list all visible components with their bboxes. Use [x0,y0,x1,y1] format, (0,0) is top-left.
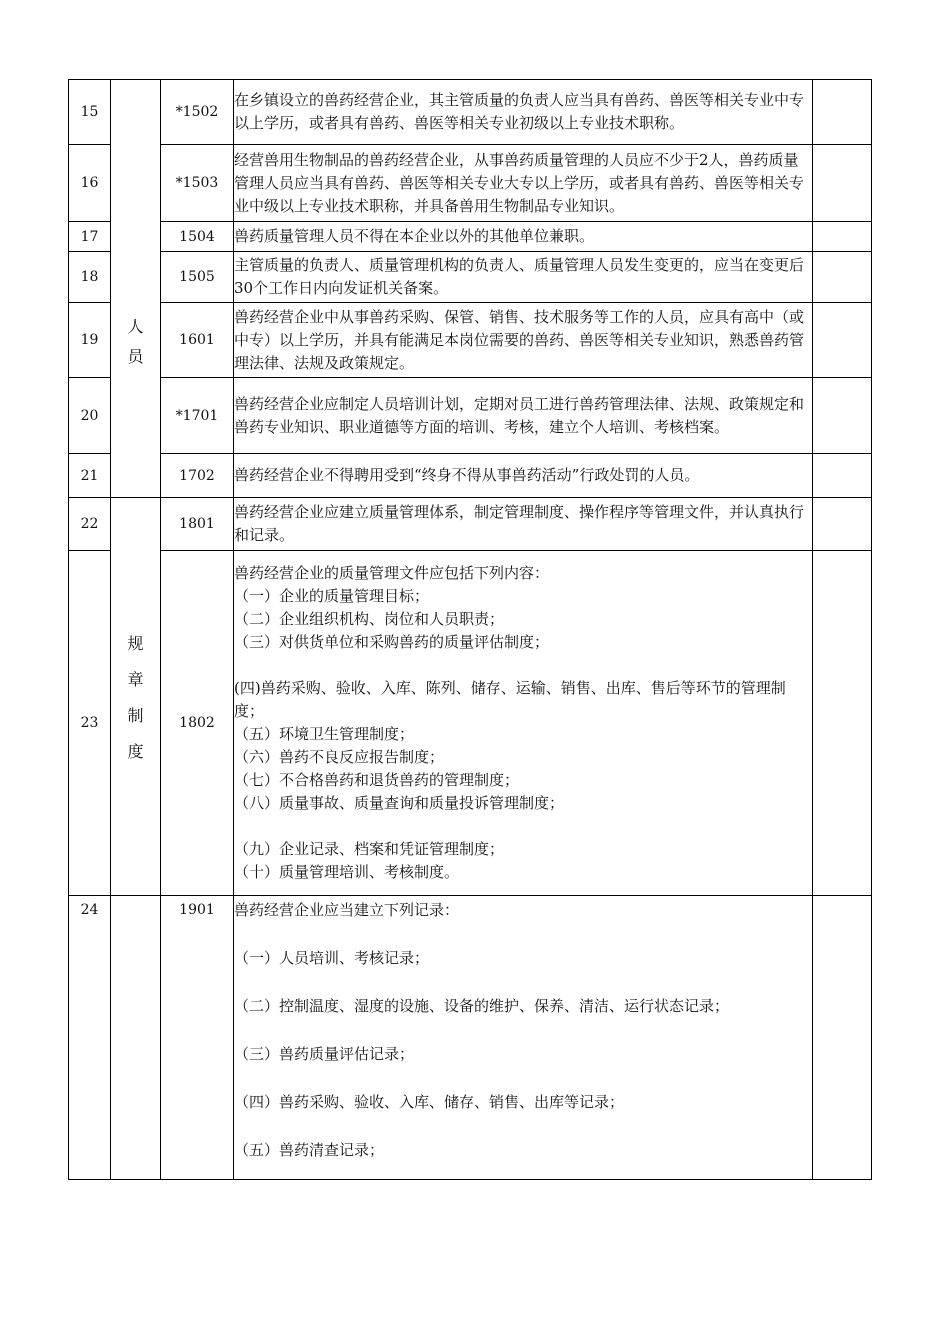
table-row [69,145,872,222]
row-number: 17 [69,222,111,252]
item-code: *1701 [161,378,234,454]
content-line: （三）兽药质量评估记录； [234,1045,415,1063]
result-cell [813,80,872,145]
content-line: （二）控制温度、湿度的设施、设备的维护、保养、清洁、运行状态记录； [234,997,730,1015]
table-row [69,222,872,252]
content-line: （七）不合格兽药和退货兽药的管理制度； [234,771,520,789]
item-code: 1901 [161,896,234,1180]
content-line: 兽药经营企业应制定人员培训计划，定期对员工进行兽药管理法律、法规、政策规定和兽药专业知识、职业道德等方面的培训、考核，建立个人培训、考核档案。 [234,394,805,436]
item-content [234,252,813,303]
content-line: （一）企业的质量管理目标； [234,587,430,605]
category-regulations [111,498,161,896]
table-row [69,896,872,1180]
category-char: 章 [127,670,144,689]
row-number: 20 [69,378,111,454]
result-cell [813,145,872,222]
item-content [234,551,813,896]
row-number: 16 [69,145,111,222]
table-row [69,454,872,498]
content-line: 兽药质量管理人员不得在本企业以外的其他单位兼职。 [234,227,595,245]
item-code: *1502 [161,80,234,145]
row-number: 21 [69,454,111,498]
category-personnel [111,80,161,498]
table-row [69,303,872,378]
table-row [69,80,872,145]
item-code: 1802 [161,551,234,896]
content-line: 主管质量的负责人、质量管理机构的负责人、质量管理人员发生变更的，应当在变更后30个工作日内向发证机关备案。 [234,256,805,297]
row-number: 15 [69,80,111,145]
content-line: （八）质量事故、质量查询和质量投诉管理制度； [234,794,565,812]
result-cell [813,303,872,378]
table-row [69,252,872,303]
category-empty [111,896,161,1180]
item-content [234,498,813,551]
content-line: 经营兽用生物制品的兽药经营企业，从事兽药质量管理的人员应不少于2人，兽药质量管理人员应当具有兽药、兽医等相关专业大专以上学历，或者具有兽药、兽医等相关专业中级以上专业技术职称，并具备兽用生物制品专业知识。 [234,150,805,215]
content-line: （十）质量管理培训、考核制度。 [234,863,460,881]
content-line: 在乡镇设立的兽药经营企业，其主管质量的负责人应当具有兽药、兽医等相关专业中专以上学历，或者具有兽药、兽医等相关专业初级以上专业技术职称。 [234,91,805,132]
content-line: （一）人员培训、考核记录； [234,949,430,967]
content-line: 兽药经营企业的质量管理文件应包括下列内容： [234,564,550,582]
content-line: （五）环境卫生管理制度； [234,725,415,743]
item-content [234,145,813,222]
category-char: 规 [127,634,144,653]
content-line: （九）企业记录、档案和凭证管理制度； [234,840,505,858]
content-line: 兽药经营企业不得聘用受到“终身不得从事兽药活动”行政处罚的人员。 [234,466,700,484]
content-line: （四）兽药采购、验收、入库、储存、销售、出库等记录； [234,1093,625,1111]
item-code: 1801 [161,498,234,551]
content-line: (四)兽药采购、验收、入库、陈列、储存、运输、销售、出库、售后等环节的管理制度； [234,679,786,720]
table-row [69,551,872,896]
content-line: 兽药经营企业应当建立下列记录： [234,901,460,919]
item-content [234,222,813,252]
item-code: *1503 [161,145,234,222]
result-cell [813,378,872,454]
row-number: 23 [69,551,111,896]
row-number: 24 [69,896,111,1180]
item-content [234,896,813,1180]
table-row [69,498,872,551]
item-content [234,454,813,498]
content-line: （六）兽药不良反应报告制度； [234,748,445,766]
result-cell [813,498,872,551]
item-code: 1505 [161,252,234,303]
result-cell [813,551,872,896]
item-content [234,378,813,454]
content-line: （二）企业组织机构、岗位和人员职责； [234,610,505,628]
result-cell [813,252,872,303]
category-char: 人 [127,317,144,336]
category-char: 度 [127,742,144,761]
item-content [234,80,813,145]
row-number: 19 [69,303,111,378]
content-line: （五）兽药清查记录； [234,1141,385,1159]
content-line: （三）对供货单位和采购兽药的质量评估制度； [234,633,550,651]
item-code: 1601 [161,303,234,378]
item-code: 1504 [161,222,234,252]
item-code: 1702 [161,454,234,498]
category-char: 制 [127,706,144,725]
content-line: 兽药经营企业中从事兽药采购、保管、销售、技术服务等工作的人员，应具有高中（或中专）以上学历，并具有能满足本岗位需要的兽药、兽医等相关专业知识，熟悉兽药管理法律、法规及政策规定。 [234,307,805,372]
item-content [234,303,813,378]
row-number: 22 [69,498,111,551]
row-number: 18 [69,252,111,303]
table-row [69,378,872,454]
result-cell [813,222,872,252]
result-cell [813,454,872,498]
category-char: 员 [127,347,144,366]
inspection-table [68,79,872,1180]
result-cell [813,896,872,1180]
content-line: 兽药经营企业应建立质量管理体系，制定管理制度、操作程序等管理文件，并认真执行和记录。 [234,503,805,544]
